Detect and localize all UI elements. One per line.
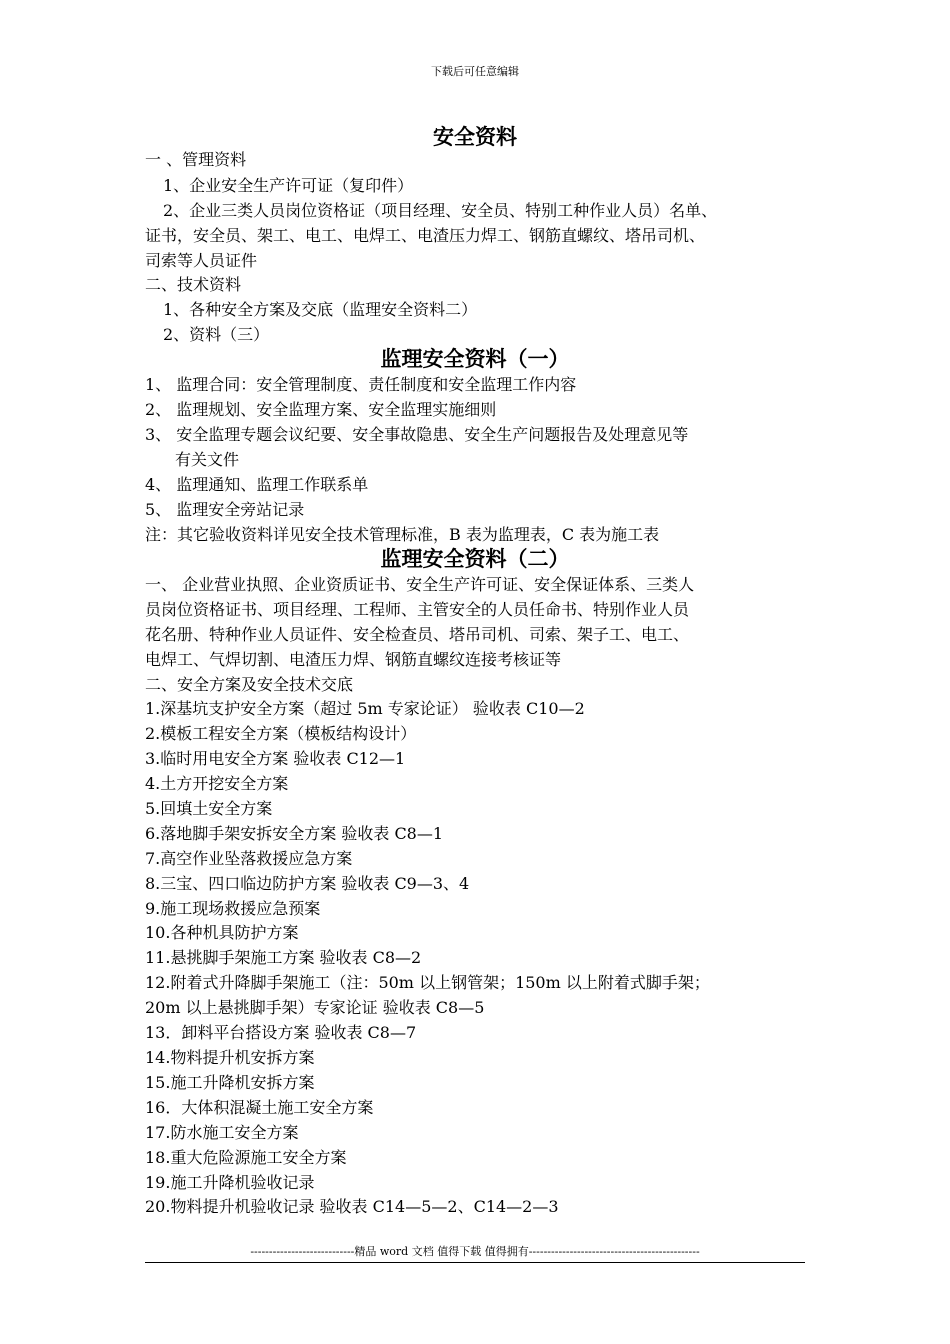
list-item: 1.深基坑支护安全方案（超过 5m 专家论证） 验收表 C10—2 (145, 699, 585, 718)
paragraph-line: 员岗位资格证书、项目经理、工程师、主管安全的人员任命书、特别作业人员 (145, 600, 690, 619)
list-item: 1、企业安全生产许可证（复印件） (163, 176, 414, 195)
list-item: 9.施工现场救援应急预案 (145, 899, 321, 918)
list-item: 18.重大危险源施工安全方案 (145, 1148, 347, 1167)
page-header: 下载后可任意编辑 (431, 65, 519, 78)
list-item: 11.悬挑脚手架施工方案 验收表 C8—2 (145, 948, 422, 967)
list-item: 15.施工升降机安拆方案 (145, 1073, 315, 1092)
list-item: 17.防水施工安全方案 (145, 1123, 299, 1142)
list-item: 10.各种机具防护方案 (145, 923, 299, 942)
list-item: 5.回填土安全方案 (145, 799, 273, 818)
footer-rule (145, 1262, 805, 1263)
page-footer: ----------------------------精品 word 文档 值得下载 值得拥有---------------------------------------------- (250, 1245, 700, 1258)
list-item: 4、 监理通知、监理工作联系单 (145, 475, 369, 494)
list-item: 4.土方开挖安全方案 (145, 774, 289, 793)
list-item-continuation: 20m 以上悬挑脚手架）专家论证 验收表 C8—5 (145, 998, 485, 1017)
list-item: 5、 监理安全旁站记录 (145, 500, 305, 519)
list-item: 2.模板工程安全方案（模板结构设计） (145, 724, 417, 743)
list-item: 6.落地脚手架安拆安全方案 验收表 C8—1 (145, 824, 444, 843)
note: 注：其它验收资料详见安全技术管理标准，B 表为监理表，C 表为施工表 (145, 525, 660, 544)
list-item: 14.物料提升机安拆方案 (145, 1048, 315, 1067)
list-item: 7.高空作业坠落救援应急方案 (145, 849, 353, 868)
list-item: 3、 安全监理专题会议纪要、安全事故隐患、安全生产问题报告及处理意见等 (145, 425, 689, 444)
section-title: 监理安全资料（二） (380, 546, 570, 571)
paragraph-line: 电焊工、气焊切割、电渣压力焊、钢筋直螺纹连接考核证等 (145, 650, 562, 669)
list-item: 19.施工升降机验收记录 (145, 1173, 315, 1192)
list-item: 3.临时用电安全方案 验收表 C12—1 (145, 749, 406, 768)
section-heading: 二、技术资料 (145, 275, 242, 294)
list-item: 2、资料（三） (163, 325, 270, 344)
list-item-continuation: 司索等人员证件 (145, 251, 258, 270)
list-item: 20.物料提升机验收记录 验收表 C14—5—2、C14—2—3 (145, 1197, 559, 1216)
list-item: 1、 监理合同：安全管理制度、责任制度和安全监理工作内容 (145, 375, 577, 394)
section-title: 监理安全资料（一） (380, 346, 570, 371)
list-item: 12.附着式升降脚手架施工（注：50m 以上钢管架；150m 以上附着式脚手架； (145, 973, 710, 992)
list-item: 2、企业三类人员岗位资格证（项目经理、安全员、特别工种作业人员）名单、 (163, 201, 718, 220)
list-item: 16．大体积混凝土施工安全方案 (145, 1098, 374, 1117)
section-heading: 一 、管理资料 (145, 150, 247, 169)
list-item: 13．卸料平台搭设方案 验收表 C8—7 (145, 1023, 417, 1042)
paragraph-line: 花名册、特种作业人员证件、安全检查员、塔吊司机、司索、架子工、电工、 (145, 625, 690, 644)
list-item: 1、各种安全方案及交底（监理安全资料二） (163, 300, 478, 319)
list-item: 8.三宝、四口临边防护方案 验收表 C9—3、4 (145, 874, 470, 893)
paragraph-line: 一、 企业营业执照、企业资质证书、安全生产许可证、安全保证体系、三类人 (145, 575, 695, 594)
section-heading: 二、安全方案及安全技术交底 (145, 675, 354, 694)
list-item-continuation: 证书，安全员、架工、电工、电焊工、电渣压力焊工、钢筋直螺纹、塔吊司机、 (145, 226, 706, 245)
list-item-continuation: 有关文件 (175, 450, 240, 469)
list-item: 2、 监理规划、安全监理方案、安全监理实施细则 (145, 400, 497, 419)
doc-title: 安全资料 (433, 124, 517, 149)
